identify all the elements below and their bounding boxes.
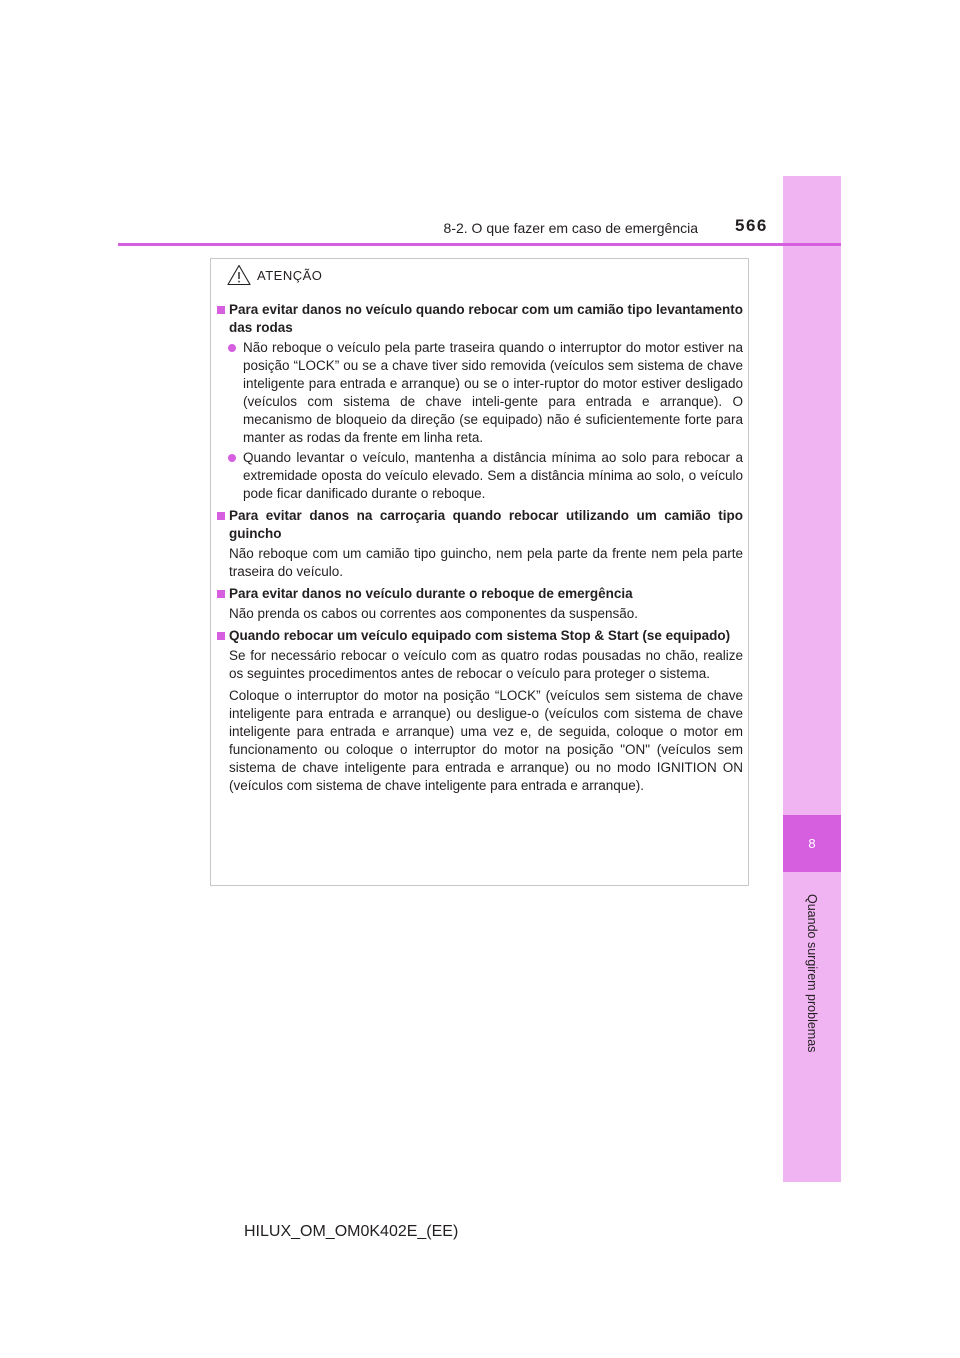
paragraph: Não prenda os cabos ou correntes aos componentes da suspensão. [229, 606, 639, 621]
list-item: Não reboque o veículo pela parte traseira quando o interruptor do motor estiver na posição “LOCK” ou se a chave tiver sido removida (veículos sem sistema de chave inteligente para entrada e arranque) ou se o inter-ruptor do motor estiver desligado (veículos com sistema de chave inteli-gente para entrada e arranque). O mecanismo de bloqueio da direção (se equipado) não é suficientemente forte para manter as rodas da frente em linha reta. [217, 339, 743, 447]
list-item: Quando levantar o veículo, mantenha a distância mínima ao solo para rebocar a extremidade oposta do veículo elevado. Sem a distância mínima ao solo, o veículo pode ficar danificado durante o reboque. [217, 449, 743, 503]
paragraph: Se for necessário rebocar o veículo com as quatro rodas pousadas no chão, realize os seguintes procedimentos antes de rebocar o veículo para proteger o sistema. [229, 648, 743, 681]
caution-header [227, 262, 322, 288]
square-bullet-icon [217, 632, 225, 640]
chapter-label-container [784, 882, 840, 1064]
caution-content [217, 301, 743, 795]
section-heading: Para evitar danos no veículo durante o reboque de emergência [217, 585, 743, 603]
warning-triangle-icon [227, 264, 251, 286]
square-bullet-icon [217, 590, 225, 598]
caution-title: ATENÇÃO [257, 267, 323, 283]
section-heading: Para evitar danos na carroçaria quando rebocar utilizando um camião tipo guincho [217, 507, 743, 543]
caution-box [210, 258, 749, 886]
square-bullet-icon [217, 512, 225, 520]
section-title: 8-2. O que fazer em caso de emergência [443, 220, 698, 236]
header-rule [118, 243, 841, 246]
paragraph: Não reboque com um camião tipo guincho, nem pela parte da frente nem pela parte traseira do veículo. [229, 546, 743, 579]
chapter-label: Quando surgirem problemas [805, 893, 819, 1053]
section-heading: Quando rebocar um veículo equipado com sistema Stop & Start (se equipado) [217, 627, 743, 645]
square-bullet-icon [217, 306, 225, 314]
page-number: 566 [735, 216, 768, 235]
chapter-number: 8 [808, 836, 816, 851]
section-heading: Para evitar danos no veículo quando rebocar com um camião tipo levantamento das rodas [217, 301, 743, 337]
chapter-number-badge [783, 815, 841, 872]
round-bullet-icon [228, 344, 236, 352]
round-bullet-icon [228, 454, 236, 462]
document-code: HILUX_OM_OM0K402E_(EE) [244, 1223, 459, 1240]
paragraph: Coloque o interruptor do motor na posição “LOCK” (veículos sem sistema de chave inteligente para entrada e arranque) ou desligue-o (veículos com sistema de chave inteligente para entrada e arranque) uma vez e, de seguida, coloque o motor em funcionamento ou coloque o interruptor do motor na posição "ON" (veículos sem sistema de chave inteligente para entrada e arranque) ou no modo IGNITION ON (veículos com sistema de chave inteligente para entrada e arranque). [229, 688, 743, 793]
